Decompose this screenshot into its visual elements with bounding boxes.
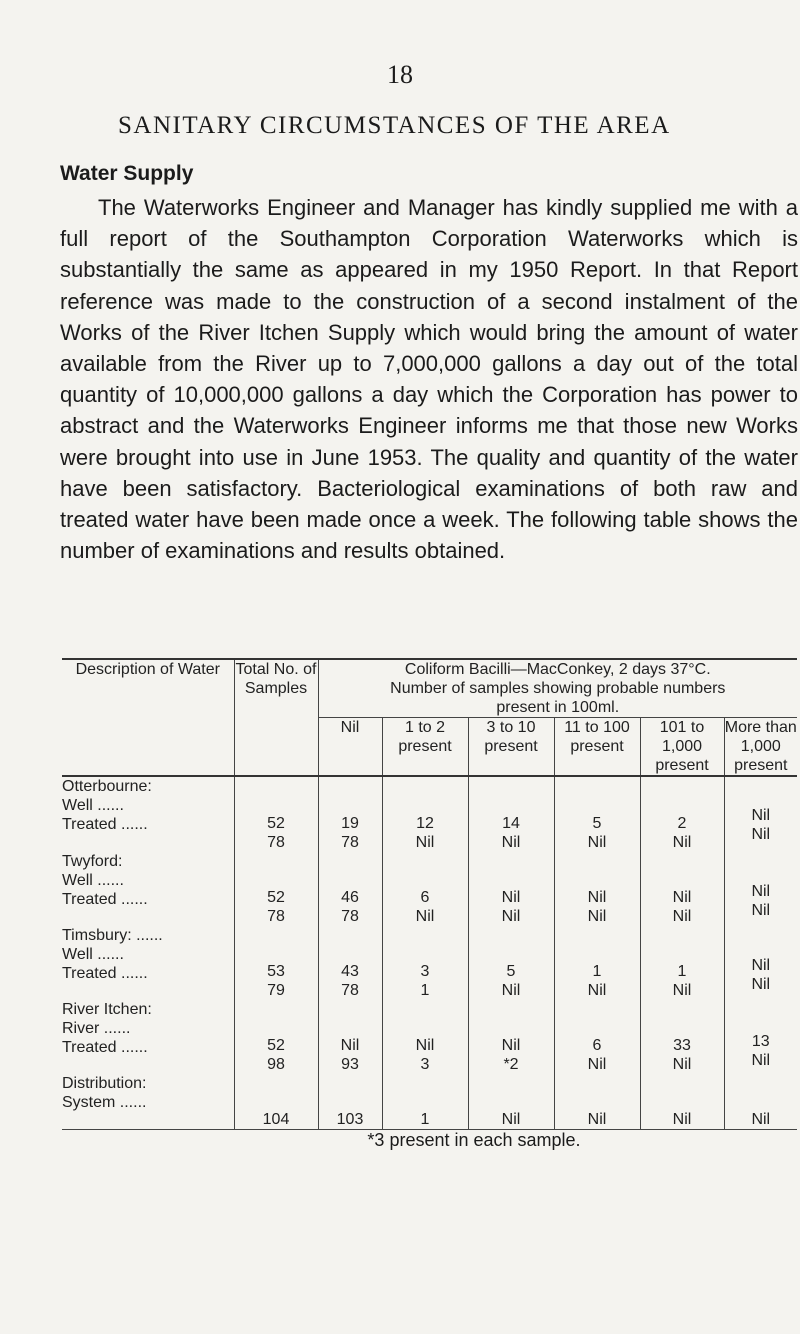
- table-row: [62, 1000, 797, 1074]
- table-footnote: *3 present in each sample.: [367, 1130, 581, 1150]
- header-coliform-line2: Number of samples showing probable numbers: [390, 680, 726, 697]
- row-label: River ......: [62, 1020, 131, 1037]
- row-label: Treated ......: [62, 965, 148, 982]
- group-name: Otterbourne:: [62, 778, 152, 795]
- value-cell: 5 Nil: [554, 776, 640, 852]
- total-cell: 52 78: [234, 776, 318, 852]
- header-coliform-line3: present in 100ml.: [496, 699, 620, 716]
- total-cell: 52 98: [234, 1000, 318, 1074]
- subheader-3-to-10: 3 to 10 present: [468, 718, 554, 777]
- value-cell: 1 Nil: [554, 926, 640, 1000]
- row-label: Treated ......: [62, 816, 148, 833]
- water-examination-table: [62, 658, 797, 1130]
- row-label: Treated ......: [62, 1039, 148, 1056]
- group-twyford: [62, 852, 234, 926]
- value-cell: 13 Nil: [724, 1000, 797, 1074]
- header-total-samples: Total No. of Samples: [234, 659, 318, 776]
- value-cell: 6 Nil: [382, 852, 468, 926]
- body-paragraph: The Waterworks Engineer and Manager has kindly supplied me with a full report of the Southampton Corporation Waterworks which is substantially the same as appeared in my 1950 Report. In that Report reference was made to the construction of a second instalment of the Works of the River Itchen Supply which would bring the amount of water available from the River up to 7,000,000 gallons a day out of the total quantity of 10,000,000 gallons a day which the Corporation has power to abstract and the Waterworks Engineer informs me that those new Works were brought into use in June 1953. The quality and quantity of the water have been satisfactory. Bacteriological examinations of both raw and treated water have been made once a week. The following table shows the number of examinations and results obtained.: [60, 195, 798, 564]
- value-cell: 6 Nil: [554, 1000, 640, 1074]
- value-cell: 46 78: [318, 852, 382, 926]
- value-cell: 5 Nil: [468, 926, 554, 1000]
- value-cell: Nil Nil: [724, 852, 797, 926]
- subheader-101-to-1000: 101 to 1,000 present: [640, 718, 724, 777]
- value-cell: 12 Nil: [382, 776, 468, 852]
- value-cell: Nil 3: [382, 1000, 468, 1074]
- group-otterbourne: [62, 776, 234, 852]
- subheader-nil: Nil: [318, 718, 382, 777]
- row-label: Well ......: [62, 946, 124, 963]
- value-cell: Nil: [468, 1074, 554, 1130]
- group-name: Distribution:: [62, 1075, 147, 1092]
- row-label: System ......: [62, 1094, 147, 1111]
- value-cell: 1: [382, 1074, 468, 1130]
- group-timsbury: [62, 926, 234, 1000]
- value-cell: 14 Nil: [468, 776, 554, 852]
- value-cell: Nil *2: [468, 1000, 554, 1074]
- value-cell: 33 Nil: [640, 1000, 724, 1074]
- value-cell: Nil Nil: [640, 852, 724, 926]
- total-cell: 104: [234, 1074, 318, 1130]
- value-cell: Nil Nil: [554, 852, 640, 926]
- table-row: [62, 852, 797, 926]
- value-cell: 43 78: [318, 926, 382, 1000]
- table-row: [62, 926, 797, 1000]
- page-number: 18: [387, 60, 413, 89]
- value-cell: 103: [318, 1074, 382, 1130]
- table-body: [62, 776, 797, 1130]
- value-cell: 19 78: [318, 776, 382, 852]
- row-label: Well ......: [62, 872, 124, 889]
- value-cell: Nil: [640, 1074, 724, 1130]
- value-cell: Nil: [554, 1074, 640, 1130]
- group-river-itchen: [62, 1000, 234, 1074]
- total-cell: 53 79: [234, 926, 318, 1000]
- subsection-title: Water Supply: [60, 162, 194, 185]
- header-coliform-line1: Coliform Bacilli—MacConkey, 2 days 37°C.: [404, 661, 711, 678]
- group-name: Timsbury: ......: [62, 927, 163, 944]
- subheader-1-to-2: 1 to 2 present: [382, 718, 468, 777]
- section-title: SANITARY CIRCUMSTANCES OF THE AREA: [118, 112, 671, 139]
- value-cell: Nil Nil: [724, 776, 797, 852]
- group-name: Twyford:: [62, 853, 123, 870]
- value-cell: 2 Nil: [640, 776, 724, 852]
- value-cell: 3 1: [382, 926, 468, 1000]
- subheader-11-to-100: 11 to 100 present: [554, 718, 640, 777]
- header-description: Description of Water: [75, 661, 220, 678]
- group-distribution: [62, 1074, 234, 1130]
- value-cell: Nil 93: [318, 1000, 382, 1074]
- group-name: River Itchen:: [62, 1001, 152, 1018]
- value-cell: 1 Nil: [640, 926, 724, 1000]
- value-cell: Nil Nil: [468, 852, 554, 926]
- table-row: [62, 1074, 797, 1130]
- table-row: [62, 776, 797, 852]
- subheader-more-than-1000: More than 1,000 present: [724, 719, 797, 774]
- value-cell: Nil: [724, 1074, 797, 1130]
- value-cell: Nil Nil: [724, 926, 797, 1000]
- row-label: Treated ......: [62, 891, 148, 908]
- table-header: [62, 659, 797, 776]
- total-cell: 52 78: [234, 852, 318, 926]
- header-coliform: [318, 659, 797, 718]
- row-label: Well ......: [62, 797, 124, 814]
